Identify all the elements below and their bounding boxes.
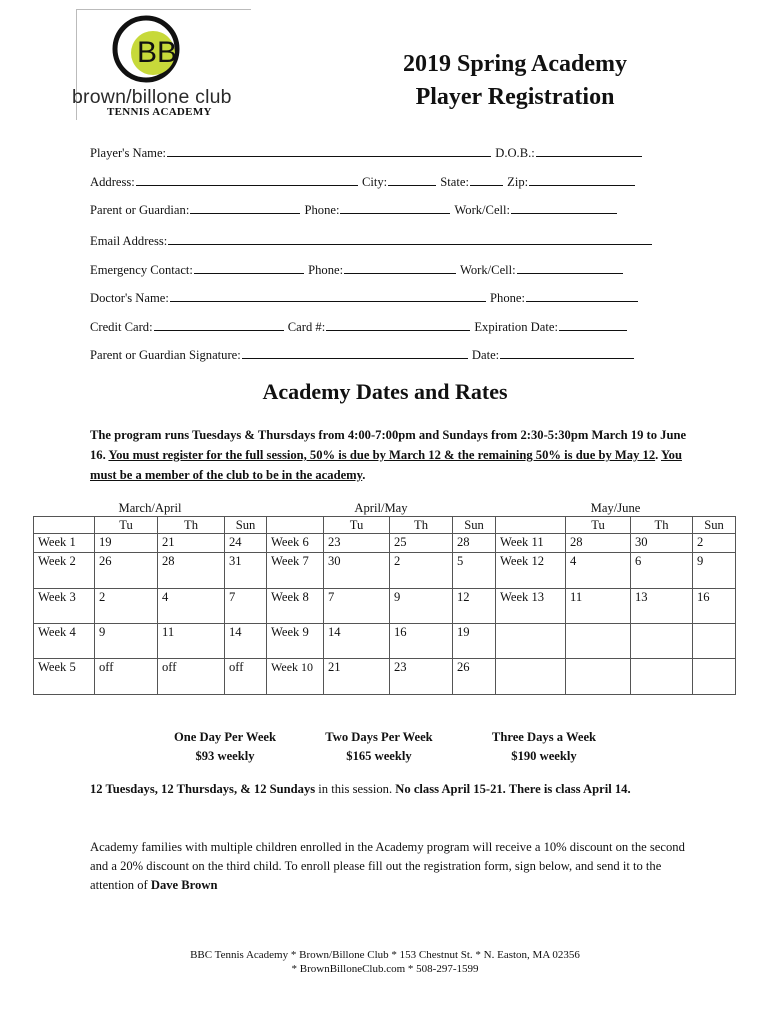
day-header: Th <box>631 517 693 534</box>
day-header: Sun <box>225 517 267 534</box>
week-label-cell: Week 13 <box>496 589 566 624</box>
card-number-field[interactable] <box>326 319 470 331</box>
doctors-name-label: Doctor's Name: <box>90 291 169 305</box>
emergency-phone-field[interactable] <box>344 262 456 274</box>
date-cell: 14 <box>225 624 267 659</box>
week-label-cell: Week 5 <box>34 659 95 695</box>
players-name-label: Player's Name: <box>90 146 167 160</box>
city-label: City: <box>361 175 388 189</box>
date-cell: 9 <box>390 589 453 624</box>
card-number-label: Card #: <box>287 320 326 334</box>
phone-label: Phone: <box>490 291 525 305</box>
date-cell: off <box>158 659 225 695</box>
day-header-row <box>34 517 736 534</box>
credit-card-field[interactable] <box>154 319 284 331</box>
session-text: in this session. <box>315 782 396 796</box>
no-class-note: No class April 15-21. There is class April 14. <box>395 782 631 796</box>
discount-note <box>90 838 690 895</box>
zip-label: Zip: <box>507 175 529 189</box>
session-count: 12 Tuesdays, 12 Thursdays, & 12 Sundays <box>90 782 316 796</box>
week-label-cell: Week 7 <box>267 553 324 589</box>
email-label: Email Address: <box>90 234 168 248</box>
schedule-row <box>34 624 736 659</box>
zip-field[interactable] <box>529 174 635 186</box>
schedule-row <box>34 553 736 589</box>
day-header: Th <box>158 517 225 534</box>
parent-phone-field[interactable] <box>340 202 450 214</box>
date-cell: 26 <box>453 659 496 695</box>
rate-price: $190 weekly <box>511 749 577 763</box>
parent-guardian-field[interactable] <box>190 202 300 214</box>
date-cell: 16 <box>693 589 736 624</box>
dob-field[interactable] <box>536 145 642 157</box>
week-label-cell: Week 6 <box>267 534 324 553</box>
rate-label: One Day Per Week <box>173 730 277 744</box>
week-label-cell <box>496 624 566 659</box>
month-header-row <box>34 500 736 517</box>
week-label-cell: Week 9 <box>267 624 324 659</box>
program-intro <box>90 425 690 485</box>
date-cell: 28 <box>453 534 496 553</box>
section-title: Academy Dates and Rates <box>262 379 508 404</box>
date-cell: 6 <box>631 553 693 589</box>
rate-label: Two Days Per Week <box>325 730 433 744</box>
date-cell: 28 <box>158 553 225 589</box>
date-cell: 9 <box>95 624 158 659</box>
date-cell: 25 <box>390 534 453 553</box>
week-label-cell: Week 12 <box>496 553 566 589</box>
dob-label: D.O.B.: <box>495 146 535 160</box>
date-cell: 9 <box>693 553 736 589</box>
date-cell: 11 <box>158 624 225 659</box>
date-cell <box>631 624 693 659</box>
rate-price: $93 weekly <box>195 749 255 763</box>
date-cell: 4 <box>158 589 225 624</box>
emergency-contact-label: Emergency Contact: <box>90 263 193 277</box>
form-row-credit-card <box>90 319 628 335</box>
schedule-row <box>34 534 736 553</box>
date-cell: 11 <box>566 589 631 624</box>
form-row-player <box>90 145 643 161</box>
rate-label: Three Days a Week <box>491 730 597 744</box>
logo-monogram: BB <box>137 36 178 69</box>
credit-card-label: Credit Card: <box>90 320 153 334</box>
date-cell: 2 <box>693 534 736 553</box>
parent-guardian-label: Parent or Guardian: <box>90 203 190 217</box>
form-row-doctor <box>90 290 639 306</box>
work-cell-label: Work/Cell: <box>454 203 511 217</box>
doctor-phone-field[interactable] <box>526 290 638 302</box>
week-label-cell <box>496 659 566 695</box>
signature-label: Parent or Guardian Signature: <box>90 348 241 362</box>
title-line-2: Player Registration <box>415 84 615 110</box>
form-row-parent <box>90 202 618 218</box>
date-cell: 26 <box>95 553 158 589</box>
schedule-row <box>34 659 736 695</box>
date-label: Date: <box>471 348 500 362</box>
week-label-cell: Week 4 <box>34 624 95 659</box>
date-cell: 14 <box>324 624 390 659</box>
date-cell: 7 <box>225 589 267 624</box>
address-label: Address: <box>90 175 135 189</box>
date-cell: 23 <box>390 659 453 695</box>
month-header: May/June <box>590 501 641 515</box>
footer-contact: * BrownBilloneClub.com * 508-297-1599 <box>291 963 479 975</box>
date-cell: 21 <box>324 659 390 695</box>
date-cell: off <box>95 659 158 695</box>
intro-separator: . <box>655 448 661 462</box>
date-cell: 23 <box>324 534 390 553</box>
month-header: April/May <box>354 501 408 515</box>
form-row-address <box>90 174 636 190</box>
date-cell: 2 <box>95 589 158 624</box>
footer-address: BBC Tennis Academy * Brown/Billone Club * 153 Chestnut St. * N. Easton, MA 02356 <box>190 949 580 961</box>
doctors-name-field[interactable] <box>170 290 486 302</box>
week-label-cell: Week 10 <box>267 659 324 695</box>
schedule-table <box>33 500 736 695</box>
blank-header-cell <box>267 517 324 534</box>
date-cell: off <box>225 659 267 695</box>
day-header: Tu <box>95 517 158 534</box>
day-header: Sun <box>453 517 496 534</box>
day-header: Tu <box>324 517 390 534</box>
week-label-cell: Week 11 <box>496 534 566 553</box>
signature-date-field[interactable] <box>500 347 634 359</box>
date-cell: 16 <box>390 624 453 659</box>
day-header: Tu <box>566 517 631 534</box>
week-label-cell: Week 8 <box>267 589 324 624</box>
intro-text: The program runs Tuesdays & Thursdays from 4:00-7:00pm and Sundays from 2:30-5:30pm March 19 to June 16. <box>90 428 687 462</box>
date-cell: 21 <box>158 534 225 553</box>
date-cell: 24 <box>225 534 267 553</box>
emergency-work-cell-field[interactable] <box>517 262 623 274</box>
state-label: State: <box>440 175 469 189</box>
rate-price: $165 weekly <box>346 749 412 763</box>
date-cell: 12 <box>453 589 496 624</box>
signature-field[interactable] <box>242 347 468 359</box>
email-field[interactable] <box>168 233 652 245</box>
address-field[interactable] <box>136 174 358 186</box>
date-cell <box>693 659 736 695</box>
month-header: March/April <box>118 501 182 515</box>
intro-payment-terms: You must register for the full session, 50% is due by March 12 & the remaining 50% is due by May 12 <box>108 448 656 462</box>
rate-three-days <box>459 728 629 766</box>
players-name-field[interactable] <box>167 145 491 157</box>
phone-label: Phone: <box>304 203 340 217</box>
date-cell <box>566 624 631 659</box>
date-cell: 2 <box>390 553 453 589</box>
intro-membership-note: You must be a member of the club to be in the academy <box>90 448 682 482</box>
session-note <box>90 779 690 799</box>
day-header: Th <box>390 517 453 534</box>
date-cell <box>693 624 736 659</box>
schedule-row <box>34 589 736 624</box>
week-label-cell: Week 1 <box>34 534 95 553</box>
blank-header-cell <box>496 517 566 534</box>
state-field[interactable] <box>470 174 503 186</box>
date-cell: 19 <box>95 534 158 553</box>
intro-end: . <box>362 468 366 482</box>
date-cell: 19 <box>453 624 496 659</box>
date-cell: 30 <box>631 534 693 553</box>
discount-text: Academy families with multiple children enrolled in the Academy program will receive a 10% discount on the second and a 20% discount on the third child. To enroll please fill out the registration form, sign below, and send it to the attention of <box>90 840 685 892</box>
footer <box>0 948 770 976</box>
parent-work-cell-field[interactable] <box>511 202 617 214</box>
rate-two-days <box>294 728 464 766</box>
form-row-signature <box>90 347 635 363</box>
date-cell: 7 <box>324 589 390 624</box>
date-cell: 28 <box>566 534 631 553</box>
club-logo-icon <box>111 14 181 84</box>
schedule-body <box>34 534 736 695</box>
logo-club-name: brown/billone club <box>72 86 232 108</box>
form-row-emergency <box>90 262 624 278</box>
expiration-date-field[interactable] <box>559 319 627 331</box>
rate-one-day <box>140 728 310 766</box>
page-title <box>360 48 670 114</box>
week-label-cell: Week 2 <box>34 553 95 589</box>
work-cell-label: Work/Cell: <box>460 263 516 277</box>
date-cell: 30 <box>324 553 390 589</box>
city-field[interactable] <box>388 174 436 186</box>
date-cell: 31 <box>225 553 267 589</box>
day-header: Sun <box>693 517 736 534</box>
week-label-cell: Week 3 <box>34 589 95 624</box>
blank-header-cell <box>34 517 95 534</box>
expiration-date-label: Expiration Date: <box>474 320 558 334</box>
emergency-contact-field[interactable] <box>194 262 304 274</box>
date-cell: 5 <box>453 553 496 589</box>
title-line-1: 2019 Spring Academy <box>402 51 627 77</box>
logo-subtitle: TENNIS ACADEMY <box>107 106 212 118</box>
date-cell: 4 <box>566 553 631 589</box>
form-row-email <box>90 233 653 249</box>
date-cell: 13 <box>631 589 693 624</box>
date-cell <box>566 659 631 695</box>
phone-label: Phone: <box>308 263 344 277</box>
contact-name: Dave Brown <box>150 878 218 892</box>
date-cell <box>631 659 693 695</box>
